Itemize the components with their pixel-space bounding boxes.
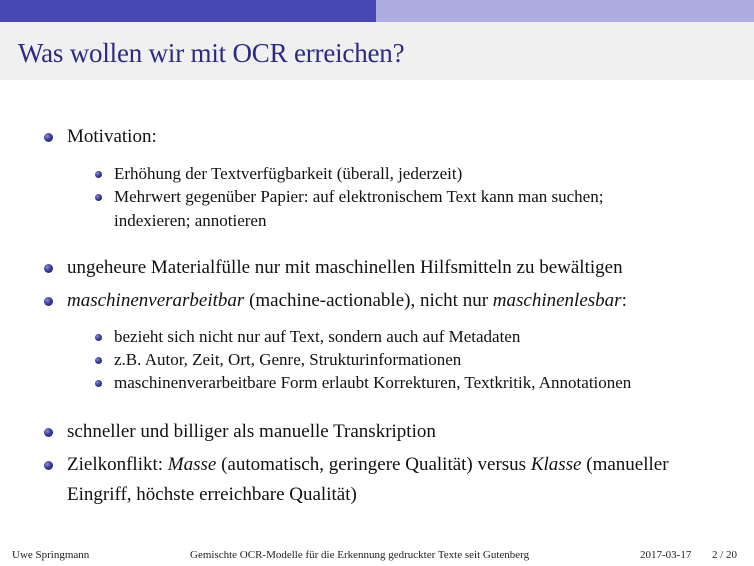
bullet-text: schneller und billiger als manuelle Transkription	[67, 421, 436, 442]
footer-author: Uwe Springmann	[12, 549, 90, 561]
emphasis: Masse	[167, 454, 217, 475]
navigation-bar	[0, 0, 754, 22]
bullet-text	[67, 289, 627, 313]
sub-bullet-icon	[95, 334, 102, 341]
slide-title: Was wollen wir mit OCR erreichen?	[18, 38, 405, 68]
slide-footer	[0, 549, 754, 566]
footer-date: 2017-03-17	[640, 549, 692, 561]
bullet-motivation: Motivation:	[67, 126, 157, 147]
sub-bullet-icon	[95, 171, 102, 178]
frame-title-bar	[0, 22, 754, 80]
text-segment: :	[621, 290, 627, 311]
bullet-icon	[44, 297, 53, 306]
bullet-text	[67, 453, 669, 477]
text-segment: (automatisch, geringere Qualität) versus	[216, 454, 531, 475]
sub-bullet-text: Mehrwert gegenüber Papier: auf elektronischem Text kann man suchen;	[114, 187, 604, 206]
bullet-icon	[44, 461, 53, 470]
sub-bullet-text: bezieht sich nicht nur auf Text, sondern auch auf Metadaten	[114, 327, 521, 346]
sub-bullet-text: z.B. Autor, Zeit, Ort, Genre, Strukturinformationen	[114, 350, 462, 369]
sub-bullet-text: maschinenverarbeitbare Form erlaubt Korrekturen, Textkritik, Annotationen	[114, 373, 632, 392]
emphasis: maschinenverarbeitbar	[67, 290, 245, 311]
text-segment: (machine-actionable), nicht nur	[244, 290, 493, 311]
bullet-icon	[44, 133, 53, 142]
footer-talk-title: Gemischte OCR-Modelle für die Erkennung gedruckter Texte seit Gutenberg	[190, 549, 530, 561]
sub-bullet-text-continuation: indexieren; annotieren	[114, 211, 267, 230]
sub-bullet-text: Erhöhung der Textverfügbarkeit (überall, jederzeit)	[114, 164, 463, 183]
bullet-icon	[44, 264, 53, 273]
navigation-bar-right-section	[376, 0, 754, 22]
emphasis: maschinenlesbar	[492, 290, 622, 311]
footer-page-number: 2 / 20	[712, 549, 738, 561]
sub-bullet-icon	[95, 357, 102, 364]
bullet-icon	[44, 428, 53, 437]
sub-bullet-icon	[95, 194, 102, 201]
navigation-bar-left-section	[0, 0, 376, 22]
text-segment: Zielkonflikt:	[67, 454, 168, 475]
bullet-text: ungeheure Materialfülle nur mit maschinellen Hilfsmitteln zu bewältigen	[67, 257, 623, 278]
emphasis: Klasse	[530, 454, 582, 475]
text-segment: (manueller	[581, 454, 669, 475]
sub-bullet-icon	[95, 380, 102, 387]
bullet-text-continuation: Eingriff, höchste erreichbare Qualität)	[67, 484, 357, 505]
